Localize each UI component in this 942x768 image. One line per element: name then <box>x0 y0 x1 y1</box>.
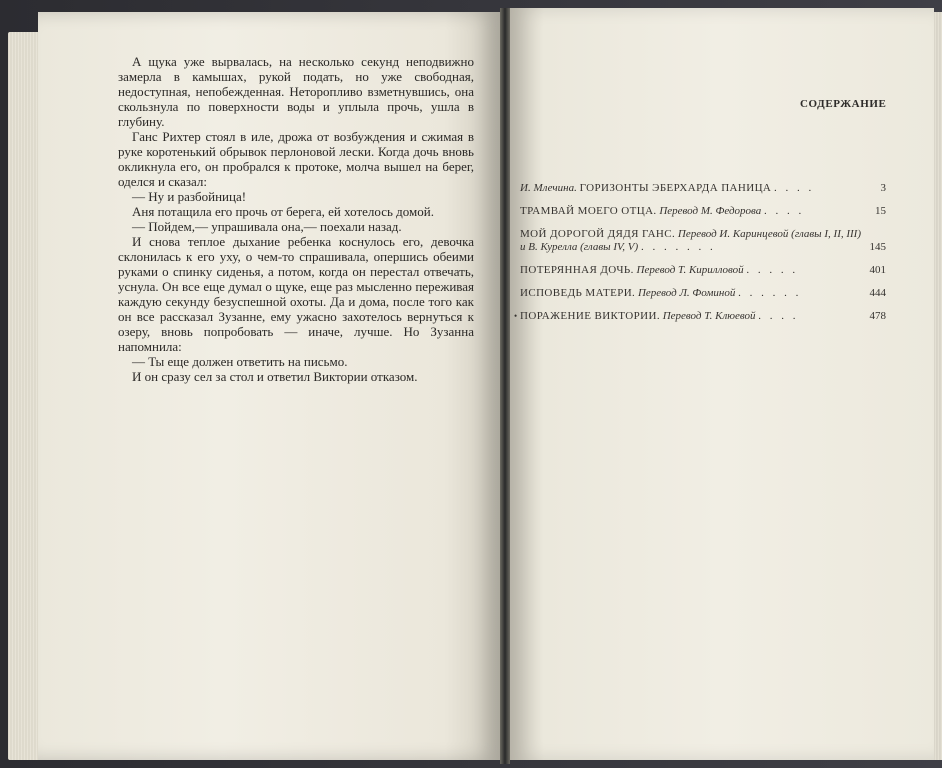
toc-leader-dots: . . . . . . . <box>640 241 716 253</box>
toc-leader-dots: . . . . <box>763 205 805 217</box>
toc-leader-dots: . . . . <box>758 310 799 322</box>
toc-entry <box>520 310 886 323</box>
toc-title: ПОРАЖЕНИЕ ВИКТОРИИ. <box>520 310 660 322</box>
toc-translator: Перевод Т. Кирилловой <box>636 264 744 276</box>
story-paragraph: Аня потащила его прочь от берега, ей хотелось домой. <box>132 204 434 219</box>
story-dialog-line: — Ну и разбойница! <box>132 189 247 204</box>
story-paragraph: А щука уже вырвалась, на несколько секунд неподвижно замерла в камышах, рукой подать, но уже свободная, недоступная, непобежденная. Неторопливо взметнувшись, она скользнула по поверхности воды и уплыла прочь, ушла в глубину. <box>118 54 474 129</box>
toc-page-number: 15 <box>875 205 886 217</box>
toc-page-number: 145 <box>869 241 886 253</box>
story-paragraph: Ганс Рихтер стоял в иле, дрожа от возбуждения и сжимая в руке коротенький обрывок перлоновой лески. Когда дочь вновь окликнула его, он пробрался к протоке, молча вышел на берег, оделся и сказал: <box>118 129 474 189</box>
story-paragraph: И снова теплое дыхание ребенка коснулось его, девочка склонилась к его уху, о чем-то спрашивала, опершись обеими руками о спинку сиденья, а потом, когда он перестал отвечать, уснула. Он все еще думал о щуке, еще раз мысленно переживая каждую секунду безуспешной охоты. Да и дома, после того как он все рассказал Зузанне, ему ужасно захотелось вернуться к озеру, вновь попробовать — иначе, лучше. Но Зузанна напомнила: <box>118 234 474 354</box>
book-page-edges-right <box>934 12 942 760</box>
story-text <box>118 54 474 384</box>
contents-heading: СОДЕРЖАНИЕ <box>800 98 887 110</box>
toc-title: ГОРИЗОНТЫ ЭБЕРХАРДА ПАНИЦА <box>579 182 772 194</box>
right-page <box>510 8 934 760</box>
toc-translator: Перевод Т. Клюевой <box>662 310 756 322</box>
toc-translator: Перевод М. Федорова <box>659 205 762 217</box>
toc-title: ТРАМВАЙ МОЕГО ОТЦА. <box>520 205 657 217</box>
story-dialog-line: — Пойдем,— упрашивала она,— поехали назад. <box>132 219 402 234</box>
toc-page-number: 3 <box>880 182 886 194</box>
toc-translator: Перевод Л. Фоминой <box>637 287 736 299</box>
book-page-edges-left <box>8 32 40 760</box>
toc-translator: Перевод И. Каринцевой (главы I, II, III) и В. Курелла (главы IV, V) <box>520 228 862 253</box>
table-of-contents <box>520 182 886 333</box>
toc-page-number: 401 <box>869 264 886 276</box>
toc-leader-dots: . . . . <box>774 182 815 194</box>
toc-entry <box>520 228 886 254</box>
toc-title: ПОТЕРЯННАЯ ДОЧЬ. <box>520 264 634 276</box>
toc-leader-dots: . . . . . <box>746 264 799 276</box>
toc-entry <box>520 182 886 195</box>
story-dialog-line: — Ты еще должен ответить на письмо. <box>132 354 348 369</box>
toc-entry <box>520 287 886 300</box>
toc-title: МОЙ ДОРОГОЙ ДЯДЯ ГАНС. <box>520 228 676 240</box>
book-gutter <box>500 8 510 764</box>
toc-author: И. Млечина. <box>520 182 577 194</box>
toc-leader-dots: . . . . . . <box>738 287 802 299</box>
toc-title: ИСПОВЕДЬ МАТЕРИ. <box>520 287 636 299</box>
toc-entry <box>520 264 886 277</box>
toc-page-number: 444 <box>869 287 886 299</box>
toc-page-number: 478 <box>869 310 886 322</box>
toc-entry <box>520 205 886 218</box>
story-paragraph: И он сразу сел за стол и ответил Виктории отказом. <box>132 369 418 384</box>
